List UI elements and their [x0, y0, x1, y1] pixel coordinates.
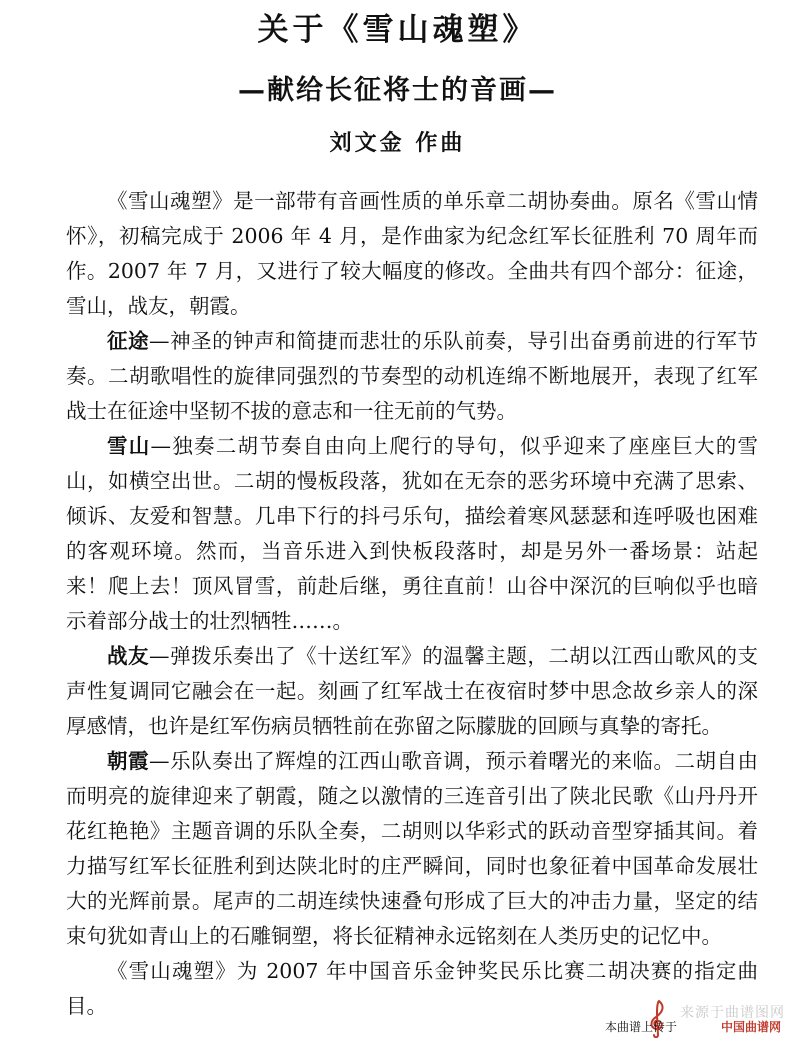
page-subtitle: —献给长征将士的音画— [238, 75, 557, 106]
paragraph-text: 《雪山魂塑》是一部带有音画性质的单乐章二胡协奏曲。原名《雪山情怀》，初稿完成于 2006 年 4 月，是作曲家为纪念红军长征胜利 70 周年而作。2007 年 7 月，又进行了较大幅度的修改。全曲共有四个部分：征途，雪山，战友，朝霞。 [66, 189, 758, 318]
footer-brand: 中国曲谱网 [721, 1020, 782, 1034]
footer-credit: 本曲谱上传于 [605, 1020, 678, 1034]
paragraph-xueshan [66, 429, 758, 639]
paragraph-zhanyou [66, 639, 758, 744]
paragraph-text: —神圣的钟声和简捷而悲壮的乐队前奏，导引出奋勇前进的行军节奏。二胡歌唱性的旋律同强烈的节奏型的动机连绵不断地展开，表现了红军战士在征途中坚韧不拔的意志和一往无前的气势。 [66, 329, 759, 423]
paragraph-text: 《雪山魂塑》为 2007 年中国音乐金钟奖民乐比赛二胡决赛的指定曲目。 [66, 959, 758, 1018]
page-title: 关于《雪山魂塑》 [257, 12, 538, 48]
paragraph-text: —弹拨乐奏出了《十送红军》的温馨主题，二胡以江西山歌风的支声性复调同它融会在一起。刻画了红军战士在夜宿时梦中思念故乡亲人的深厚感情，也许是红军伤病员牺牲前在弥留之际朦胧的回顾与真挚的寄托。 [66, 644, 759, 738]
footer-source [605, 1005, 795, 1042]
paragraph-text: —独奏二胡节奏自由向上爬行的导句，似乎迎来了座座巨大的雪山，如横空出世。二胡的慢板段落，犹如在无奈的恶劣环境中充满了思索、倾诉、友爱和智慧。几串下行的抖弓乐句，描绘着寒风瑟瑟和连呼吸也困难的客观环境。然而，当音乐进入到快板段落时，却是另外一番场景：站起来！爬上去！顶风冒雪，前赴后继，勇往直前！山谷中深沉的巨响似乎也暗示着部分战士的壮烈牺牲……。 [66, 434, 758, 633]
paragraph-lead: 征途 [107, 329, 150, 353]
paragraph-lead: 雪山 [107, 434, 151, 458]
paragraph-text: —乐队奏出了辉煌的江西山歌音调，预示着曙光的来临。二胡自由而明亮的旋律迎来了朝霞，随之以激情的三连音引出了陕北民歌《山丹丹开花红艳艳》主题音调的乐队全奏，二胡则以华彩式的跃动音型穿插其间。着力描写红军长征胜利到达陕北时的庄严瞬间，同时也象征着中国革命发展壮大的光辉前景。尾声的二胡连续快速叠句形成了巨大的冲击力量，坚定的结束句犹如青山上的石雕铜塑，将长征精神永远铭刻在人类历史的记忆中。 [66, 749, 759, 948]
paragraph-lead: 朝霞 [107, 749, 150, 773]
paragraph-zhengtu [66, 324, 758, 429]
paragraph-lead: 战友 [107, 644, 150, 668]
article-body [66, 184, 758, 1024]
composer-credit: 刘文金 作曲 [329, 131, 466, 156]
paragraph-zhaoxia [66, 744, 758, 954]
watermark-text: 来源于曲谱图网 [680, 1005, 785, 1021]
paragraph-intro [66, 184, 758, 324]
